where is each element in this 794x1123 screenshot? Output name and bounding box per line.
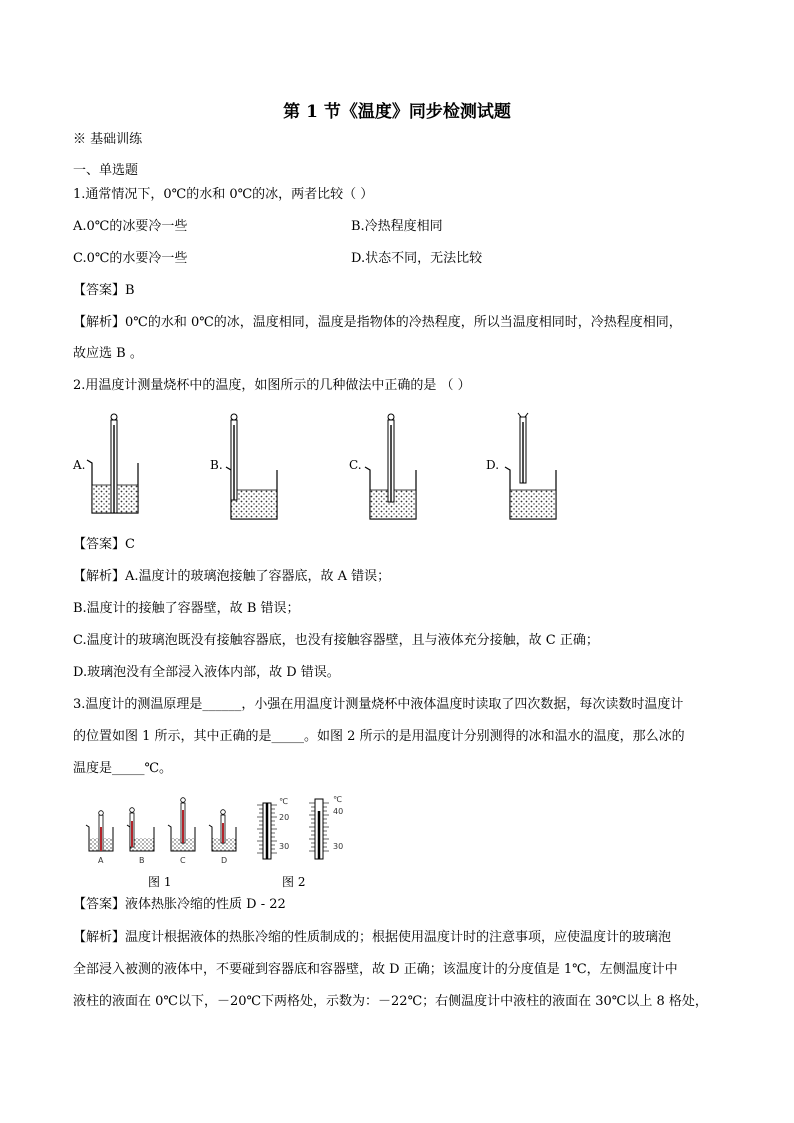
q2-beaker-a — [87, 414, 138, 513]
q1-option-d: D.状态不同，无法比较 — [351, 251, 483, 266]
q3-analysis-line-1: 【解析】温度计根据液体的热胀冷缩的性质制成的；根据使用温度计时的注意事项，应使温度计的玻璃泡 — [73, 930, 672, 945]
part-heading: 一、单选题 — [73, 163, 139, 178]
q2-analysis-line-1: 【解析】A.温度计的玻璃泡接触了容器底，故 A 错误； — [73, 569, 391, 584]
q2-beaker-figures — [80, 405, 500, 520]
q3-scale-right-tick-2: 30 — [333, 842, 344, 851]
q3-scale-left-unit: ℃ — [279, 797, 288, 806]
q2-label-c: C. — [349, 458, 362, 472]
q3-fig2-caption: 图 2 — [282, 875, 306, 889]
q3-answer: 【答案】液体热胀冷缩的性质 D - 22 — [73, 897, 286, 912]
q3-fig1-letter-d: D — [221, 856, 228, 865]
q3-scale-left-tick-1: 20 — [279, 813, 290, 822]
q3-stem-line-3: 温度是_____℃。 — [73, 761, 173, 776]
q3-stem-line-1: 3.温度计的测温原理是______，小强在用温度计测量烧杯中液体温度时读取了四次数据，每次读数时温度计 — [73, 697, 684, 712]
q3-beaker-b — [127, 808, 154, 851]
q3-fig1-letter-b: B — [139, 856, 145, 865]
q2-beaker-c — [365, 414, 416, 519]
q3-beaker-c — [168, 798, 195, 851]
page-title: 第 1 节《温度》同步检测试题 — [283, 102, 511, 122]
q2-beaker-b — [226, 414, 277, 519]
q3-scale-right-tick-1: 40 — [333, 807, 344, 816]
q2-analysis-line-4: D.玻璃泡没有全部浸入液体内部，故 D 错误。 — [73, 665, 340, 680]
q2-stem: 2.用温度计测量烧杯中的温度，如图所示的几种做法中正确的是 （ ） — [73, 378, 471, 393]
q3-analysis-line-3: 液柱的液面在 0℃以下，－20℃下两格处，示数为：－22℃；右侧温度计中液柱的液面在 30℃以上 8 格处， — [73, 994, 708, 1009]
q1-option-b: B.冷热程度相同 — [351, 219, 443, 234]
q2-answer: 【答案】C — [73, 537, 135, 552]
q1-option-a: A.0℃的冰要冷一些 — [73, 219, 188, 234]
q1-answer: 【答案】B — [73, 283, 135, 298]
q1-analysis-line-2: 故应选 B 。 — [73, 346, 143, 361]
q2-analysis-line-3: C.温度计的玻璃泡既没有接触容器底，也没有接触容器壁，且与液体充分接触，故 C 正确； — [73, 633, 599, 648]
q2-beaker-d-figure — [500, 405, 580, 520]
q3-scale-left-tick-2: 30 — [279, 842, 290, 851]
section-heading: ※ 基础训练 — [73, 132, 143, 147]
q2-analysis-line-2: B.温度计的接触了容器壁，故 B 错误； — [73, 601, 300, 616]
q3-fig1-letter-a: A — [98, 856, 104, 865]
q1-analysis-line-1: 【解析】0℃的水和 0℃的冰，温度相同，温度是指物体的冷热程度，所以当温度相同时，冷热程度相同， — [73, 315, 682, 330]
q1-option-c: C.0℃的水要冷一些 — [73, 251, 188, 266]
q3-fig1-letter-c: C — [180, 856, 186, 865]
q3-figure-2 — [253, 795, 363, 863]
q3-fig1-caption: 图 1 — [148, 875, 172, 889]
q3-beaker-d — [209, 810, 236, 851]
q3-scale-left — [257, 797, 289, 859]
q3-stem-line-2: 的位置如图 1 所示，其中正确的是_____。如图 2 所示的是用温度计分别测得的冰和温水的温度，那么冰的 — [73, 729, 685, 744]
q3-figure-1 — [82, 795, 252, 870]
q3-scale-right-unit: ℃ — [333, 795, 342, 804]
q2-label-d: D. — [486, 458, 500, 472]
q1-stem: 1.通常情况下，0℃的水和 0℃的冰，两者比较（ ） — [73, 187, 374, 202]
q3-analysis-line-2: 全部浸入被测的液体中，不要碰到容器底和容器壁，故 D 正确；该温度计的分度值是 1℃，左侧温度计中 — [73, 962, 678, 977]
q3-scale-right — [309, 795, 343, 859]
q2-label-b: B. — [210, 458, 223, 472]
q3-beaker-a — [86, 811, 113, 851]
q2-label-a: A. — [73, 458, 86, 472]
